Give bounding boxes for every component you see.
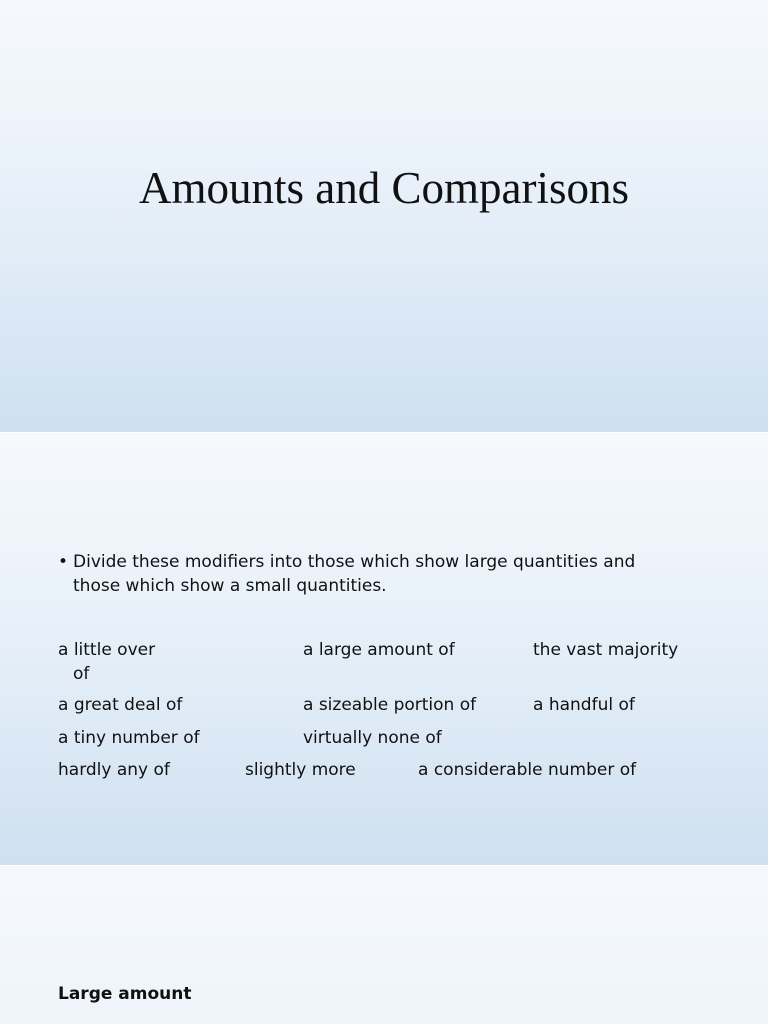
title-slide [0,0,768,432]
section-heading: Large amount [58,984,192,1004]
modifier-cell: a great deal of [58,695,183,715]
answer-slide [0,866,768,1024]
instruction-line-2: those which show a small quantities. [73,576,387,596]
modifier-cell: hardly any of [58,760,170,780]
modifier-cell: a sizeable portion of [303,695,477,715]
bullet-icon: • [58,552,69,572]
modifier-cell: a little over [58,640,156,660]
modifier-cell: virtually none of [303,728,442,748]
modifier-cell: slightly more [245,760,356,780]
modifier-cell: a handful of [533,695,635,715]
exercise-slide [0,433,768,865]
modifier-cell: a large amount of [303,640,455,660]
modifier-cell: the vast majority [533,640,679,660]
slide-title: Amounts and Comparisons [139,163,629,213]
modifier-cell-wrap: of [73,664,90,684]
modifier-cell: a considerable number of [418,760,637,780]
instruction-line-1: Divide these modifiers into those which show large quantities and [73,552,636,572]
modifier-cell: a tiny number of [58,728,200,748]
